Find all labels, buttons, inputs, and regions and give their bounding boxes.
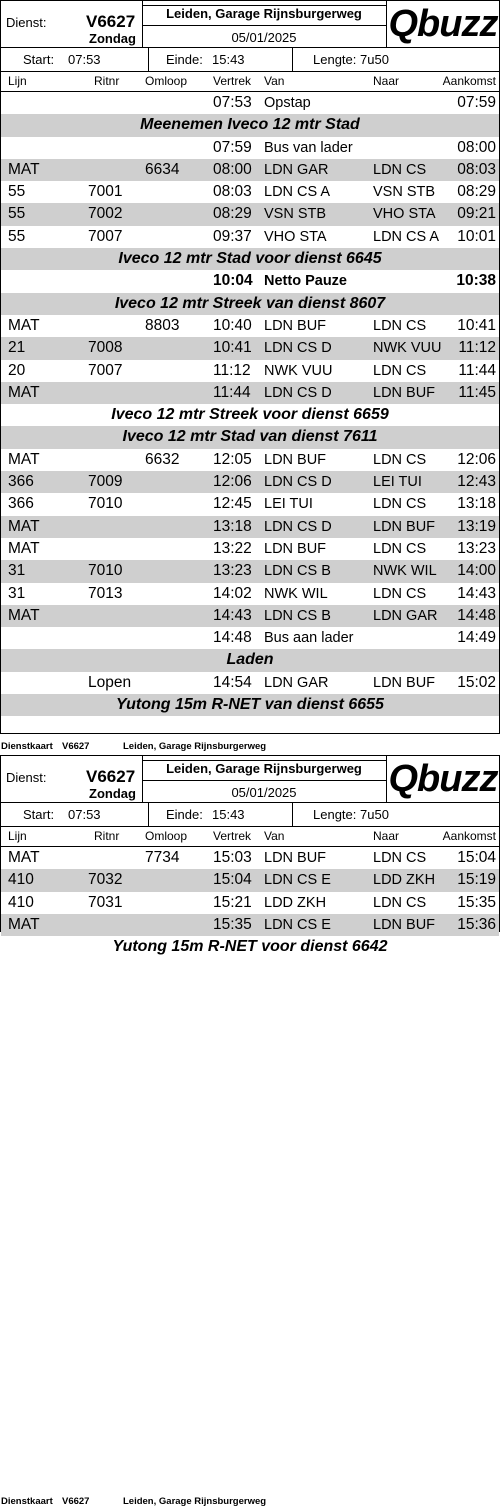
- cell-ritnr: 7002: [88, 205, 123, 223]
- cell-van: LDN CS E: [264, 916, 331, 933]
- divider: [142, 760, 386, 761]
- cell-van: Netto Pauze: [264, 273, 347, 290]
- cell-aankomst: 14:49: [457, 629, 496, 647]
- cell-aankomst: 10:01: [457, 227, 496, 245]
- cell-van: VSN STB: [264, 206, 327, 223]
- cell-aankomst: 11:44: [458, 361, 496, 379]
- trip-row: [1, 471, 499, 493]
- col-naar: Naar: [373, 829, 400, 843]
- cell-aankomst: 10:38: [456, 272, 496, 290]
- cell-naar: LDN CS: [373, 317, 427, 334]
- dienst-number: V6627: [86, 12, 136, 31]
- cell-vertrek: 15:03: [213, 849, 252, 866]
- section-banner: Iveco 12 mtr Stad voor dienst 6645: [1, 248, 499, 270]
- col-van: Van: [264, 74, 285, 88]
- cell-aankomst: 13:18: [457, 495, 496, 513]
- cell-naar: LDN BUF: [373, 916, 436, 933]
- divider: [142, 780, 386, 781]
- trip-row: [1, 226, 499, 248]
- section-banner: Iveco 12 mtr Streek voor dienst 6659: [111, 406, 389, 424]
- trip-row: [1, 516, 499, 538]
- length-value: 7u50: [360, 807, 389, 822]
- dienst-number: V6627: [86, 767, 136, 786]
- qbuzz-logo: Qbuzz: [388, 3, 498, 45]
- cell-vertrek: 10:41: [213, 339, 252, 357]
- cell-aankomst: 14:43: [457, 584, 496, 602]
- cell-vertrek: 15:21: [213, 893, 252, 911]
- cell-ritnr: 7001: [88, 183, 123, 201]
- col-aankomst: Aankomst: [442, 74, 496, 88]
- dienst-day: Zondag: [89, 786, 136, 801]
- col-omloop: Omloop: [145, 74, 188, 88]
- cell-aankomst: 08:29: [457, 183, 496, 201]
- cell-ritnr: 7007: [88, 361, 123, 379]
- cell-lijn: 410: [8, 871, 34, 889]
- cell-aankomst: 15:04: [457, 849, 496, 866]
- cell-lijn: 20: [8, 361, 26, 379]
- cell-vertrek: 13:18: [213, 517, 252, 535]
- end-time: 15:43: [212, 807, 245, 822]
- cell-van: LEI TUI: [264, 496, 313, 513]
- start-label: Start:: [23, 52, 55, 67]
- end-time: 15:43: [212, 52, 245, 67]
- cell-van: LDN BUF: [264, 317, 327, 334]
- col-lijn: Lijn: [8, 74, 27, 88]
- cell-lijn: 366: [8, 473, 34, 491]
- trip-row: [1, 137, 499, 159]
- cell-lijn: MAT: [8, 160, 40, 178]
- cell-naar: VHO STA: [373, 206, 436, 223]
- footer-label: Dienstkaart: [1, 741, 53, 752]
- cell-aankomst: 11:45: [458, 383, 496, 401]
- cell-aankomst: 13:23: [457, 539, 496, 557]
- cell-lijn: 55: [8, 227, 26, 245]
- cell-lijn: 31: [8, 562, 26, 580]
- trip-row: [1, 892, 499, 914]
- cell-vertrek: 11:12: [213, 361, 251, 379]
- trip-row: [1, 914, 499, 936]
- cell-ritnr: 7010: [88, 562, 123, 580]
- cell-lijn: MAT: [8, 606, 40, 624]
- cell-vertrek: 10:04: [213, 272, 253, 290]
- cell-lijn: 55: [8, 205, 26, 223]
- cell-vertrek: 14:02: [213, 584, 252, 602]
- trip-row: [1, 869, 499, 891]
- col-lijn: Lijn: [8, 829, 27, 843]
- cell-omloop: 8803: [145, 316, 180, 334]
- cell-van: LDN CS D: [264, 340, 332, 357]
- cell-aankomst: 08:00: [457, 138, 496, 156]
- cell-vertrek: 15:04: [213, 871, 252, 889]
- trip-row: [1, 493, 499, 515]
- cell-naar: NWK WIL: [373, 563, 437, 580]
- cell-naar: LDN CS: [373, 496, 427, 513]
- cell-van: LDD ZKH: [264, 894, 327, 911]
- date: 05/01/2025: [231, 30, 297, 45]
- start-time: 07:53: [68, 807, 101, 822]
- section-banner: Yutong 15m R-NET voor dienst 6642: [112, 938, 388, 956]
- cell-lijn: MAT: [8, 316, 40, 334]
- card-header: [1, 1, 499, 48]
- col-vertrek: Vertrek: [213, 74, 252, 88]
- dienstkaart-page-1: [0, 0, 500, 734]
- cell-vertrek: 08:29: [213, 205, 252, 223]
- cell-naar: LDN GAR: [373, 607, 438, 624]
- cell-van: LDN CS D: [264, 518, 332, 535]
- cell-van: LDN CS D: [264, 474, 332, 491]
- cell-vertrek: 12:05: [213, 450, 252, 468]
- cell-omloop: 6632: [145, 450, 180, 468]
- cell-aankomst: 12:43: [457, 473, 496, 491]
- cell-naar: LEI TUI: [373, 474, 422, 491]
- cell-ritnr: 7008: [88, 339, 123, 357]
- cell-ritnr: 7009: [88, 473, 123, 491]
- cell-aankomst: 14:48: [457, 606, 496, 624]
- trip-list: [1, 847, 499, 958]
- location: Leiden, Garage Rijnsburgerweg: [166, 761, 362, 776]
- trip-row: [1, 159, 499, 181]
- cell-lijn: 55: [8, 183, 26, 201]
- cell-lijn: MAT: [8, 915, 40, 933]
- cell-vertrek: 11:44: [213, 383, 251, 401]
- cell-vertrek: 14:43: [213, 606, 252, 624]
- trip-row: [1, 270, 499, 292]
- cell-naar: LDD ZKH: [373, 872, 436, 889]
- cell-lijn: MAT: [8, 849, 40, 866]
- cell-vertrek: 10:40: [213, 316, 252, 334]
- end-label: Einde:: [166, 807, 203, 822]
- trip-row: [1, 92, 499, 114]
- location-box: [142, 760, 386, 803]
- start-time: 07:53: [68, 52, 101, 67]
- col-ritnr: Ritnr: [94, 829, 120, 843]
- cell-van: Bus van lader: [264, 139, 353, 156]
- col-ritnr: Ritnr: [94, 74, 120, 88]
- cell-vertrek: 14:54: [213, 673, 252, 691]
- divider: [148, 803, 149, 826]
- cell-aankomst: 15:02: [457, 673, 496, 691]
- col-aankomst: Aankomst: [442, 829, 496, 843]
- length-value: 7u50: [360, 52, 389, 67]
- cell-van: LDN BUF: [264, 540, 327, 557]
- cell-aankomst: 15:19: [457, 871, 496, 889]
- cell-vertrek: 12:45: [213, 495, 252, 513]
- cell-aankomst: 15:35: [457, 893, 496, 911]
- cell-vertrek: 13:23: [213, 562, 252, 580]
- cell-aankomst: 12:06: [457, 450, 496, 468]
- cell-van: LDN BUF: [264, 850, 327, 866]
- cell-naar: LDN BUF: [373, 674, 436, 691]
- footer-label: Dienstkaart: [1, 1496, 53, 1507]
- cell-naar: LDN CS A: [373, 228, 440, 245]
- cell-naar: LDN CS: [373, 362, 427, 379]
- trip-row: [1, 382, 499, 404]
- dienst-label: Dienst:: [6, 15, 47, 30]
- cell-omloop: 7734: [145, 849, 180, 866]
- trip-row: [1, 181, 499, 203]
- cell-vertrek: 08:00: [213, 160, 252, 178]
- section-banner: Iveco 12 mtr Stad van dienst 7611: [1, 426, 499, 448]
- cell-lijn: MAT: [8, 517, 40, 535]
- cell-ritnr: 7032: [88, 871, 123, 889]
- cell-lijn: MAT: [8, 539, 40, 557]
- cell-lijn: MAT: [8, 383, 40, 401]
- cell-naar: LDN CS: [373, 850, 427, 866]
- cell-van: LDN BUF: [264, 451, 327, 468]
- cell-lijn: 21: [8, 339, 26, 357]
- trip-row: [1, 560, 499, 582]
- column-headers: [1, 827, 499, 847]
- footer-dienst: V6627: [62, 1496, 90, 1507]
- cell-naar: NWK VUU: [373, 340, 442, 357]
- section-banner: Iveco 12 mtr Streek van dienst 8607: [1, 293, 499, 315]
- dienstkaart-page-2: [0, 755, 500, 956]
- cell-aankomst: 13:19: [457, 517, 496, 535]
- cell-vertrek: 08:03: [213, 183, 252, 201]
- cell-lijn: 366: [8, 495, 34, 513]
- trip-row: [1, 538, 499, 560]
- cell-naar: LDN BUF: [373, 518, 436, 535]
- footer-dienst: V6627: [62, 741, 90, 752]
- cell-aankomst: 09:21: [457, 205, 496, 223]
- trip-row: [1, 627, 499, 649]
- trip-row: [1, 583, 499, 605]
- cell-lijn: 410: [8, 893, 34, 911]
- cell-aankomst: 15:36: [457, 915, 496, 933]
- dienst-day: Zondag: [89, 31, 136, 46]
- cell-aankomst: 10:41: [457, 316, 496, 334]
- cell-naar: LDN CS: [373, 894, 427, 911]
- cell-ritnr: 7013: [88, 584, 123, 602]
- cell-lijn: 31: [8, 584, 26, 602]
- cell-aankomst: 14:00: [457, 562, 496, 580]
- cell-naar: LDN BUF: [373, 384, 436, 401]
- cell-lijn: MAT: [8, 450, 40, 468]
- section-banner: Laden: [1, 649, 499, 671]
- col-van: Van: [264, 829, 285, 843]
- cell-naar: LDN CS: [373, 451, 427, 468]
- cell-ritnr: 7010: [88, 495, 123, 513]
- end-label: Einde:: [166, 52, 203, 67]
- trip-row: [1, 672, 499, 694]
- cell-van: VHO STA: [264, 228, 327, 245]
- qbuzz-logo: Qbuzz: [388, 758, 498, 800]
- cell-van: LDN CS E: [264, 872, 331, 889]
- cell-van: LDN CS B: [264, 607, 331, 624]
- cell-van: NWK VUU: [264, 362, 333, 379]
- divider: [142, 5, 386, 6]
- cell-van: LDN GAR: [264, 161, 329, 178]
- card-header: [1, 756, 499, 803]
- cell-van: LDN CS D: [264, 384, 332, 401]
- divider: [292, 48, 293, 71]
- trip-row: [1, 605, 499, 627]
- section-banner: Meenemen Iveco 12 mtr Stad: [1, 114, 499, 136]
- cell-ritnr: 7031: [88, 893, 123, 911]
- cell-vertrek: 14:48: [213, 629, 252, 647]
- cell-aankomst: 11:12: [458, 339, 496, 357]
- date: 05/01/2025: [231, 785, 297, 800]
- trip-row: [1, 847, 499, 869]
- trip-row: [1, 360, 499, 382]
- cell-aankomst: 07:59: [457, 94, 496, 111]
- column-headers: [1, 72, 499, 92]
- cell-van: Bus aan lader: [264, 630, 354, 647]
- location: Leiden, Garage Rijnsburgerweg: [166, 6, 362, 21]
- cell-van: Opstap: [264, 95, 311, 111]
- cell-naar: LDN CS: [373, 540, 427, 557]
- cell-van: LDN GAR: [264, 674, 329, 691]
- cell-naar: LDN CS: [373, 585, 427, 602]
- col-vertrek: Vertrek: [213, 829, 252, 843]
- divider: [292, 803, 293, 826]
- cell-van: LDN CS B: [264, 563, 331, 580]
- length-label: Lengte:: [313, 807, 357, 822]
- cell-naar: LDN CS: [373, 161, 427, 178]
- cell-aankomst: 08:03: [457, 160, 496, 178]
- shift-times: [1, 803, 499, 827]
- cell-omloop: 6634: [145, 160, 180, 178]
- cell-van: LDN CS A: [264, 184, 331, 201]
- shift-times: [1, 48, 499, 72]
- footer-location: Leiden, Garage Rijnsburgerweg: [123, 1496, 267, 1507]
- cell-vertrek: 07:53: [213, 94, 252, 111]
- footer-location: Leiden, Garage Rijnsburgerweg: [123, 741, 267, 752]
- divider: [148, 48, 149, 71]
- col-naar: Naar: [373, 74, 400, 88]
- dienst-label: Dienst:: [6, 770, 47, 785]
- col-omloop: Omloop: [145, 829, 188, 843]
- cell-vertrek: 12:06: [213, 473, 252, 491]
- cell-naar: VSN STB: [373, 184, 436, 201]
- divider: [142, 25, 386, 26]
- cell-vertrek: 13:22: [213, 539, 252, 557]
- location-box: [142, 5, 386, 48]
- cell-vertrek: 07:59: [213, 138, 252, 156]
- cell-vertrek: 15:35: [213, 915, 252, 933]
- cell-van: NWK WIL: [264, 585, 328, 602]
- cell-ritnr: 7007: [88, 227, 123, 245]
- cell-ritnr: Lopen: [88, 673, 132, 691]
- length-label: Lengte:: [313, 52, 357, 67]
- section-banner: Yutong 15m R-NET van dienst 6655: [1, 694, 499, 716]
- trip-row: [1, 315, 499, 337]
- cell-vertrek: 09:37: [213, 227, 252, 245]
- trip-row: [1, 337, 499, 359]
- start-label: Start:: [23, 807, 55, 822]
- trip-row: [1, 203, 499, 225]
- trip-list: [1, 92, 499, 716]
- trip-row: [1, 449, 499, 471]
